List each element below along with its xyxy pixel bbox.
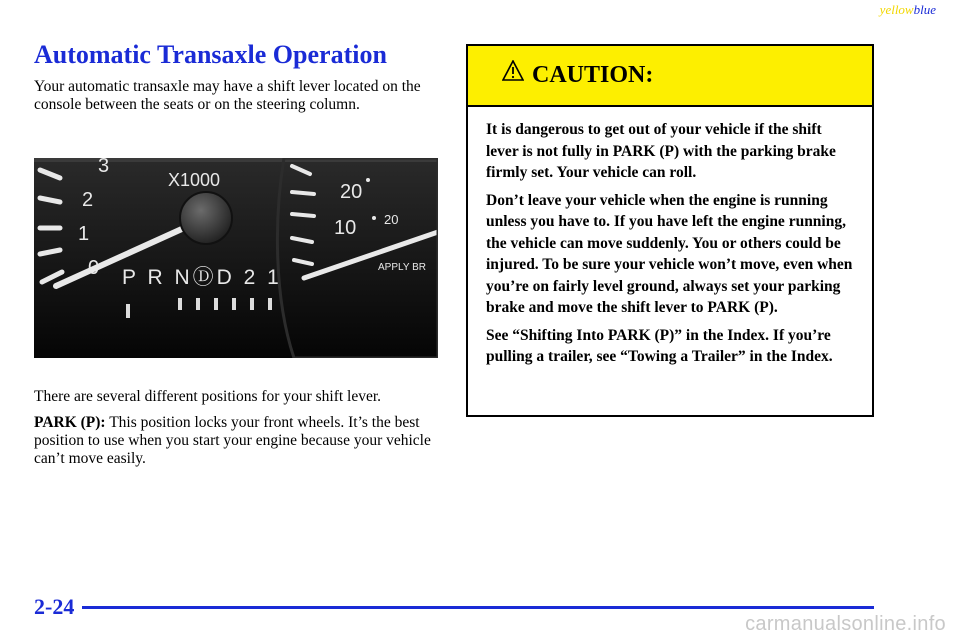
caution-paragraph-3: See “Shifting Into PARK (P)” in the Index. If you’re pulling a trailer, see “Towing a Trailer” in the Index. bbox=[486, 326, 833, 365]
warning-triangle-icon bbox=[502, 60, 524, 82]
print-color-tag bbox=[880, 2, 936, 18]
footer-watermark: carmanualsonline.info bbox=[745, 613, 946, 635]
instrument-cluster-photo bbox=[34, 158, 438, 358]
apply-brake-label: APPLY BR bbox=[378, 262, 426, 273]
intro-paragraph: Your automatic transaxle may have a shift lever located on the console between the seats or on the steering column. bbox=[34, 78, 421, 113]
caution-label: CAUTION: bbox=[532, 62, 654, 88]
speed-label-10: 10 bbox=[334, 217, 357, 239]
tach-label-3: 3 bbox=[98, 158, 110, 177]
footer-rule bbox=[82, 606, 874, 609]
tag-blue: blue bbox=[913, 2, 936, 17]
caution-paragraph-2: Don’t leave your vehicle when the engine is running unless you have to. If you have left the engine running, the vehicle can move suddenly. You or others could be injured. To be sure your vehicle won’t move, even when you’re on fairly level ground, always set your parking brake and move the shift lever to PARK (P). bbox=[486, 191, 853, 316]
page-title: Automatic Transaxle Operation bbox=[34, 40, 387, 69]
park-label: PARK (P): bbox=[34, 414, 106, 431]
caution-header bbox=[468, 46, 872, 107]
caution-body bbox=[468, 107, 872, 368]
caution-paragraph-1: It is dangerous to get out of your vehicle if the shift lever is not fully in PARK (P) with the parking brake firmly set. Your vehicle can roll. bbox=[486, 121, 836, 181]
x1000-label: X1000 bbox=[168, 170, 221, 190]
secondary-speed-20: 20 bbox=[384, 212, 399, 227]
park-text: This position locks your front wheels. It’s the best position to use when you start your engine because your vehicle can’t move easily. bbox=[34, 414, 431, 467]
prndl-indicator: P R NⒹD 2 1 bbox=[122, 266, 282, 289]
park-description bbox=[34, 414, 444, 468]
tag-yellow: yellow bbox=[879, 2, 914, 17]
speed-label-20: 20 bbox=[340, 181, 363, 203]
tach-label-2: 2 bbox=[82, 189, 94, 211]
tach-label-1: 1 bbox=[78, 223, 90, 245]
page-number: 2-24 bbox=[34, 594, 75, 619]
caution-box bbox=[466, 44, 874, 417]
positions-intro: There are several different positions for your shift lever. bbox=[34, 388, 382, 405]
